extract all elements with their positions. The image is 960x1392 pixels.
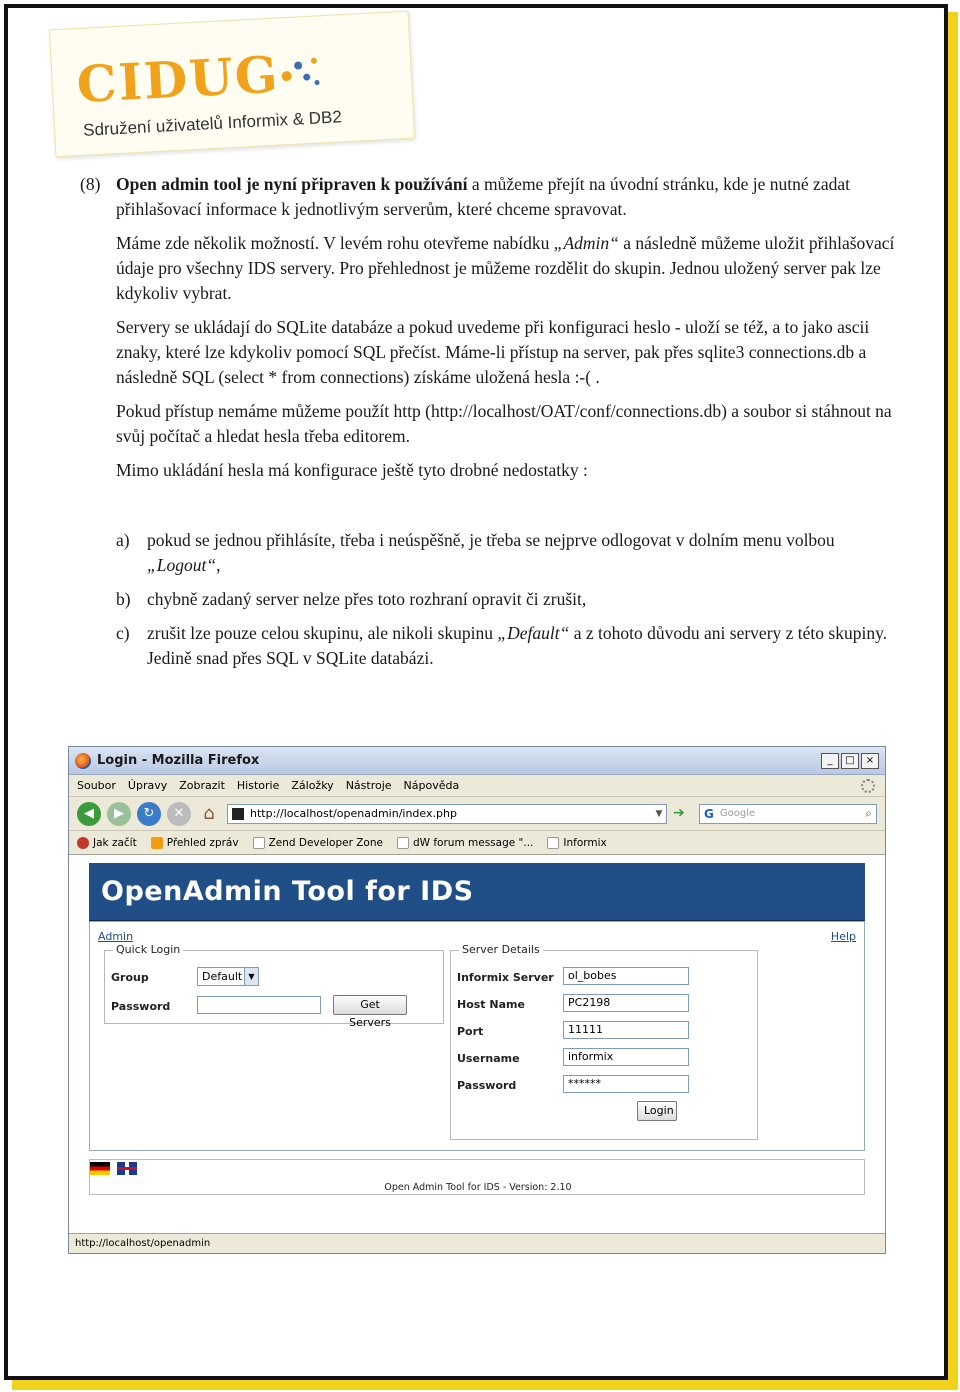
list-a-text: pokud se jednou přihlásíte, třeba i neúspěšně, je třeba se nejprve odlogovat v dolním menu volbou [147, 530, 835, 550]
page-icon [253, 837, 265, 849]
menu-zalozky[interactable]: Záložky [291, 779, 334, 792]
get-servers-button[interactable]: Get Servers [333, 995, 407, 1015]
paragraph-options [116, 231, 900, 306]
informix-server-label: Informix Server [457, 971, 554, 984]
list-c-text: zrušit lze pouze celou skupinu, ale nikoli skupinu [147, 623, 498, 643]
status-bar: http://localhost/openadmin [69, 1233, 885, 1253]
german-flag-icon[interactable] [90, 1162, 110, 1175]
logo-subtitle: Sdružení uživatelů Informix & DB2 [82, 107, 343, 140]
navigation-toolbar [69, 797, 885, 831]
menu-napoveda[interactable]: Nápověda [403, 779, 460, 792]
server-password-input[interactable]: ****** [563, 1075, 689, 1093]
bookmark-label: Jak začít [93, 836, 137, 849]
port-label: Port [457, 1025, 484, 1038]
page-shadow-right [948, 12, 958, 1386]
page-icon [397, 837, 409, 849]
help-link[interactable]: Help [830, 930, 856, 943]
bookmarks-toolbar [69, 831, 885, 855]
list-c-text-end: a z tohoto důvodu ani servery z této skupiny. Jedině snad přes SQL v SQLite databázi. [147, 623, 888, 668]
chevron-down-icon: ▼ [244, 968, 258, 985]
server-details-fieldset [450, 943, 758, 1140]
oat-banner [89, 863, 865, 921]
close-button[interactable]: × [861, 753, 879, 769]
paragraph-8-bold: Open admin tool je nyní připraven k používání [116, 174, 468, 194]
paragraph-sqlite: Servery se ukládají do SQLite databáze a pokud uvedeme při konfiguraci heslo - uloží se též, a to jako ascii znaky, které lze kdykoliv pomocí SQL přečíst. Máme-li přístup na server, pak přes sqlite3 connections.db a následně SQL (select * from connections) získáme uložená hesla :-( . [116, 317, 870, 387]
quick-password-input[interactable] [197, 996, 321, 1014]
list-label-a: a) [116, 530, 130, 550]
document-body [80, 172, 900, 680]
menu-upravy[interactable]: Úpravy [127, 779, 168, 792]
oat-footer [89, 1159, 865, 1195]
username-input[interactable]: informix [563, 1048, 689, 1066]
paragraph-number: (8) [80, 174, 101, 194]
bookmark-jak-zacit[interactable] [77, 837, 137, 849]
list-label-c: c) [116, 623, 130, 643]
search-placeholder: Google [719, 808, 756, 819]
window-titlebar [69, 747, 885, 775]
menu-zobrazit[interactable]: Zobrazit [179, 779, 225, 792]
home-icon[interactable]: ⌂ [203, 803, 215, 824]
default-group-name: „Default“ [497, 623, 570, 643]
rss-icon [151, 837, 163, 849]
server-details-legend: Server Details [459, 943, 543, 956]
menu-nastroje[interactable]: Nástroje [345, 779, 392, 792]
bookmark-dw-forum[interactable] [397, 837, 533, 849]
logo-dots-icon [274, 52, 326, 95]
page-icon [547, 837, 559, 849]
bookmark-label: dW forum message "... [412, 836, 534, 849]
favicon-icon [232, 808, 244, 820]
paragraph-8 [80, 172, 900, 222]
cidug-logo [49, 11, 415, 158]
logout-option-name: „Logout“ [147, 555, 217, 575]
password-label: Password [111, 1000, 171, 1013]
list-item-c [116, 621, 900, 671]
menu-historie[interactable]: Historie [236, 779, 280, 792]
username-label: Username [457, 1052, 520, 1065]
list-a-text-end: , [216, 555, 221, 575]
list-item-a [116, 528, 900, 578]
version-text: Open Admin Tool for IDS - Version: 2.10 [384, 1182, 572, 1193]
group-select[interactable] [197, 967, 259, 986]
bookmark-label: Zend Developer Zone [268, 836, 383, 849]
browser-viewport [69, 855, 885, 1235]
host-name-label: Host Name [457, 998, 525, 1011]
group-label: Group [111, 971, 149, 984]
host-name-input[interactable]: PC2198 [563, 994, 689, 1012]
oat-login-panel [89, 921, 865, 1151]
list-item-b [116, 587, 900, 612]
minimize-button[interactable]: _ [821, 753, 839, 769]
list-b-text: chybně zadaný server nelze přes toto rozhraní opravit či zrušit, [147, 589, 587, 609]
admin-menu-name: „Admin“ [553, 233, 619, 253]
go-icon[interactable]: ➔ [673, 804, 685, 821]
quick-login-legend: Quick Login [113, 943, 183, 956]
search-engine-icon[interactable]: G [704, 806, 714, 821]
browser-screenshot [68, 746, 886, 1254]
paragraph-8-text: a můžeme přejít na úvodní stránku, kde je nutné zadat přihlašovací informace k jednotlivým serverům, které chceme spravovat. [116, 174, 850, 219]
stop-icon[interactable]: ✕ [167, 802, 191, 826]
page-shadow-bottom [12, 1380, 958, 1390]
menu-bar [69, 775, 885, 797]
search-icon[interactable]: ⌕ [865, 806, 872, 820]
paragraph-http: Pokud přístup nemáme můžeme použít http (http://localhost/OAT/conf/connections.db) a soubor si stáhnout na svůj počítač a hledat hesla třeba editorem. [116, 401, 892, 446]
oat-banner-title: OpenAdmin Tool for IDS [101, 876, 474, 907]
group-select-value: Default [202, 970, 243, 983]
url-bar[interactable] [227, 804, 667, 824]
url-text: http://localhost/openadmin/index.php [250, 807, 457, 820]
admin-link[interactable]: Admin [98, 930, 134, 943]
window-title: Login - Mozilla Firefox [97, 753, 260, 768]
paragraph-options-text-a: Máme zde několik možností. V levém rohu otevřeme nabídku [116, 233, 554, 253]
paragraph-options-text-b: a následně můžeme uložit přihlašovací údaje pro všechny IDS servery. Pro přehlednost je můžeme rozdělit do skupin. Jednou uložený server pak lze kdykoliv vybrat. [116, 233, 895, 303]
english-flag-icon[interactable] [117, 1162, 137, 1175]
firefox-icon [75, 753, 91, 769]
throbber-icon [861, 779, 875, 793]
port-input[interactable]: 11111 [563, 1021, 689, 1039]
quick-login-fieldset [104, 943, 444, 1029]
login-button[interactable]: Login [637, 1101, 677, 1121]
menu-soubor[interactable]: Soubor [77, 779, 116, 792]
reload-icon[interactable]: ↻ [137, 802, 161, 826]
back-icon[interactable]: ◀ [77, 802, 101, 826]
bookmark-zend[interactable] [253, 837, 383, 849]
server-password-label: Password [457, 1079, 517, 1092]
search-box[interactable] [699, 804, 877, 824]
informix-server-input[interactable]: ol_bobes [563, 967, 689, 985]
list-label-b: b) [116, 589, 131, 609]
bookmark-prehled-zprav[interactable] [151, 837, 239, 849]
forward-icon[interactable]: ▶ [107, 802, 131, 826]
bookmark-informix[interactable] [547, 837, 606, 849]
url-dropdown-icon[interactable]: ▼ [655, 808, 663, 819]
bookmark-icon [77, 837, 89, 849]
bookmark-label: Informix [563, 836, 607, 849]
logo-wordmark: CIDUG [75, 44, 281, 115]
bookmark-label: Přehled zpráv [166, 836, 239, 849]
maximize-button[interactable]: □ [841, 753, 859, 769]
paragraph-shortcomings: Mimo ukládání hesla má konfigurace ještě tyto drobné nedostatky : [116, 460, 588, 480]
